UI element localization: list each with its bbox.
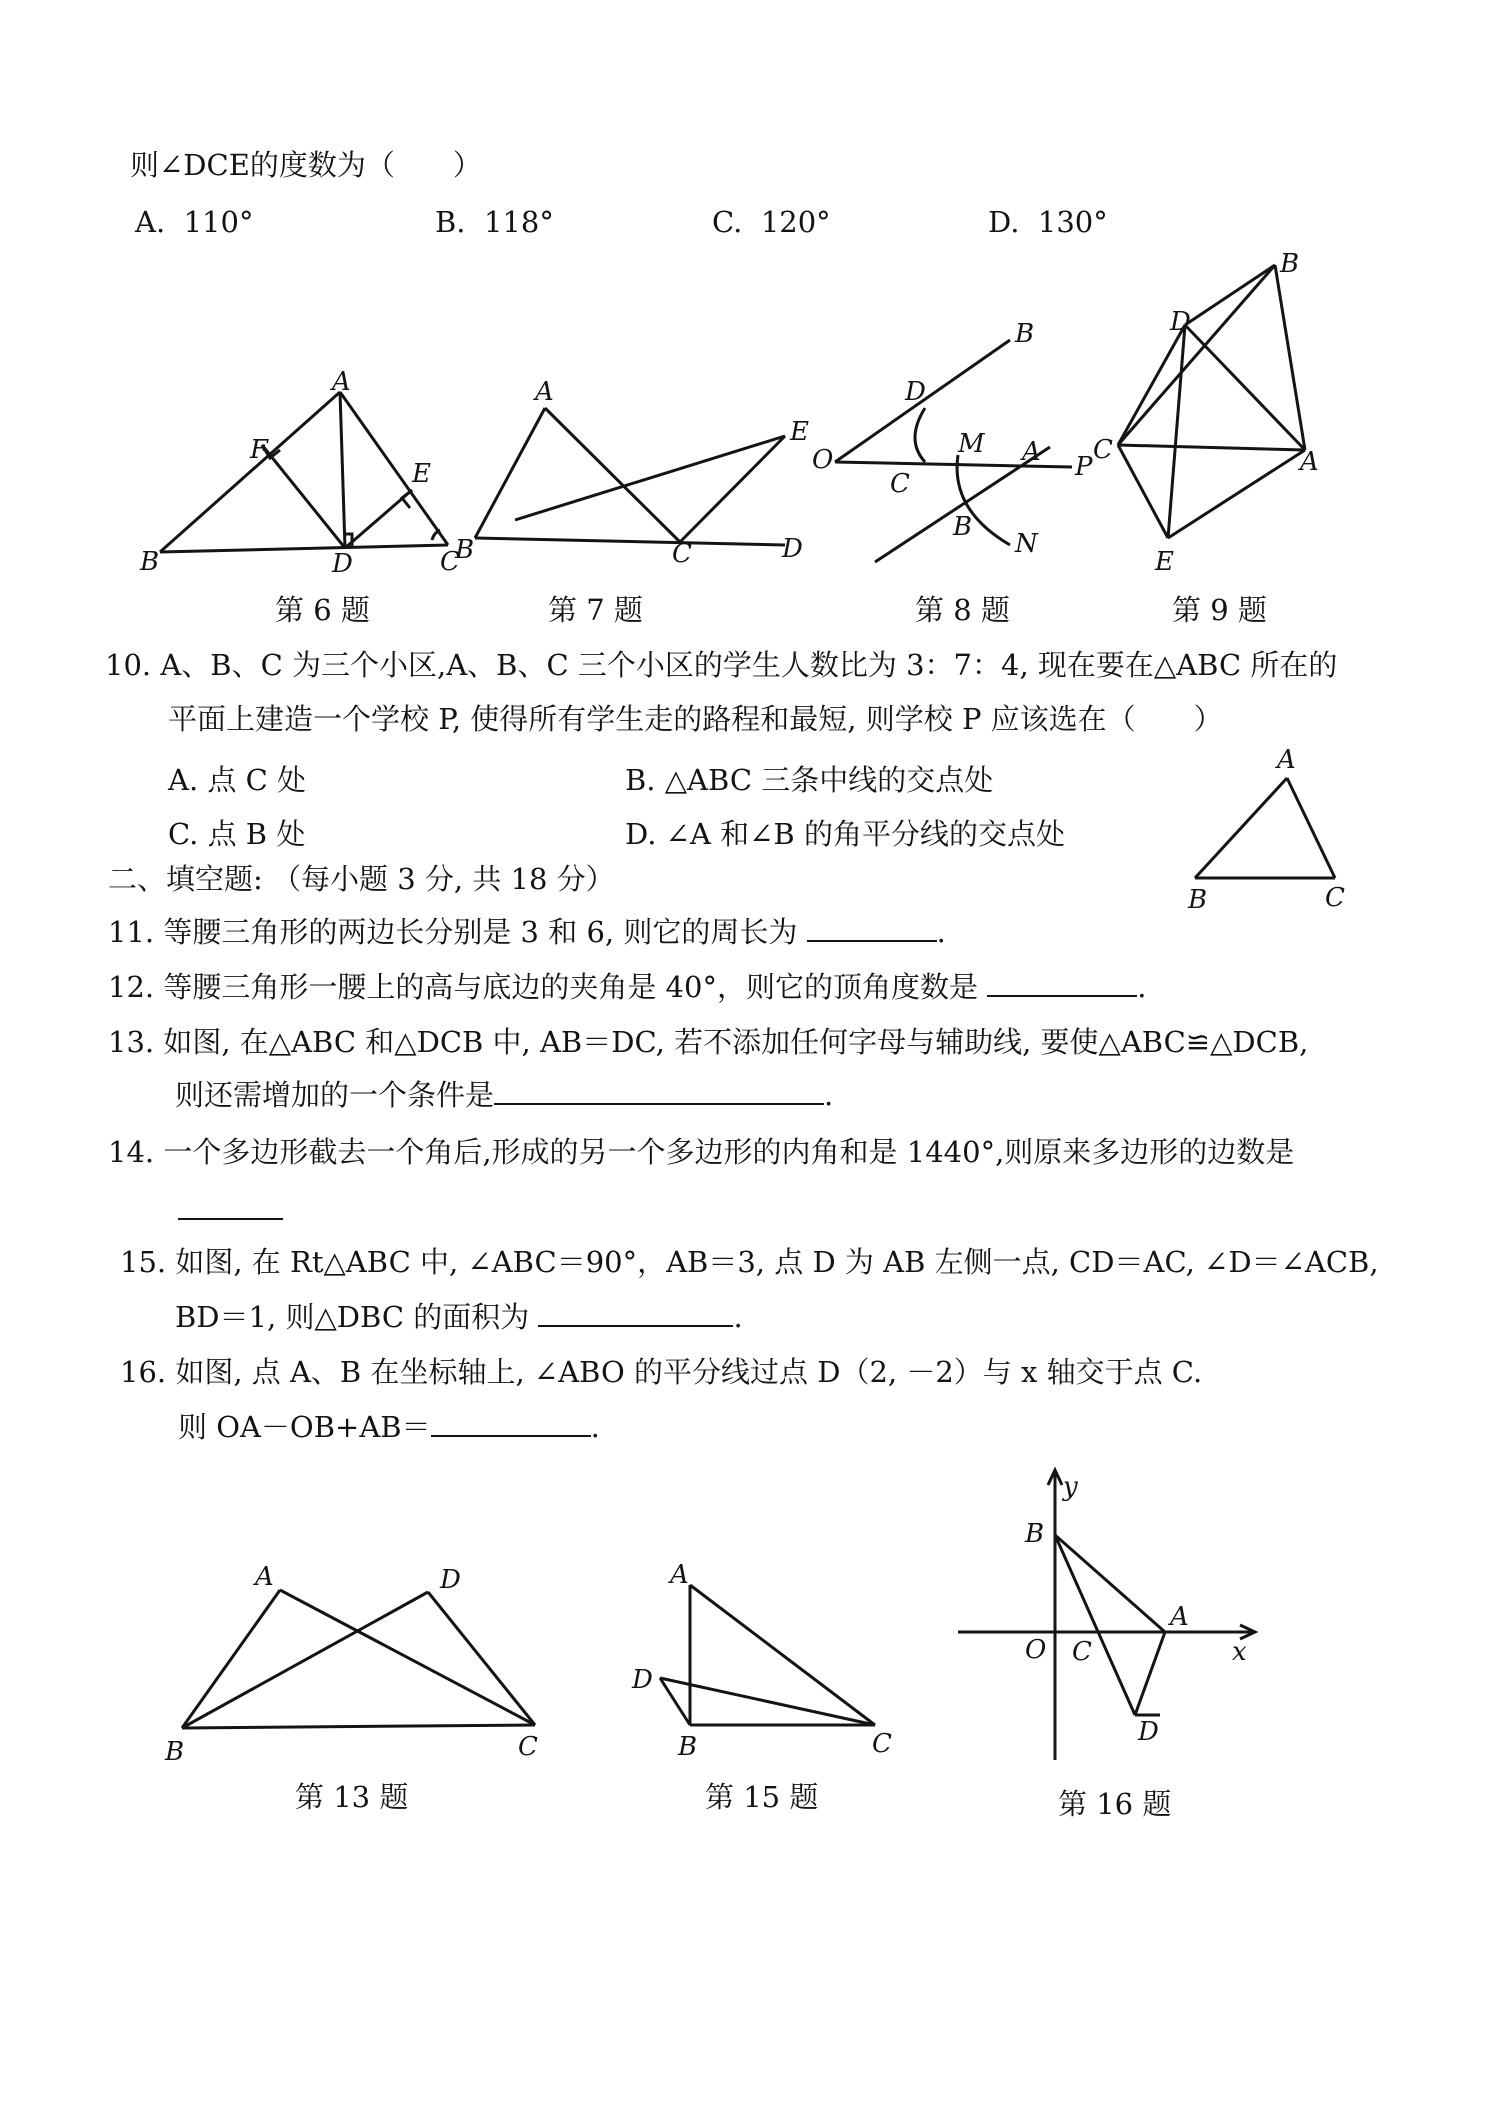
question-12-text: 12. 等腰三角形一腰上的高与底边的夹角是 40°，则它的顶角度数是 xyxy=(108,970,978,1004)
q9-option-d-label: D. xyxy=(988,205,1020,239)
fig15-label-d: D xyxy=(632,1665,653,1695)
figure-6-caption: 第 6 题 xyxy=(275,593,370,627)
fig9-label-e: E xyxy=(1155,547,1174,577)
figure-8-caption: 第 8 题 xyxy=(915,593,1010,627)
question-13-line2-text: 则还需增加的一个条件是 xyxy=(175,1078,495,1112)
question-13-line2 xyxy=(175,1078,833,1113)
q16-answer-blank[interactable] xyxy=(431,1434,591,1437)
figure-13-caption: 第 13 题 xyxy=(295,1780,409,1814)
q10-fig-label-b: B xyxy=(1188,885,1208,915)
fig8-label-d: D xyxy=(905,377,926,407)
fig7-label-d: D xyxy=(782,534,803,564)
figure-16-lines xyxy=(1055,1535,1165,1715)
q10-fig-label-a: A xyxy=(1277,745,1296,775)
fig16-label-y: y xyxy=(1063,1472,1078,1502)
q11-end: . xyxy=(936,915,946,949)
fig6-label-e: E xyxy=(412,459,431,489)
fig13-label-c: C xyxy=(518,1732,538,1762)
fig8-label-b: B xyxy=(953,512,973,542)
q10-option-c[interactable]: C. 点 B 处 xyxy=(168,817,306,851)
q10-option-b[interactable]: B. △ABC 三条中线的交点处 xyxy=(625,763,994,797)
question-12 xyxy=(108,970,1146,1005)
section-2-title: 二、填空题: （每小题 3 分, 共 18 分） xyxy=(108,862,615,896)
fig16-label-x: x xyxy=(1232,1637,1247,1667)
figure-7-caption: 第 7 题 xyxy=(548,593,643,627)
figure-7-lines xyxy=(475,408,785,545)
fig8-label-c: C xyxy=(890,469,910,499)
fig13-label-a: A xyxy=(255,1562,274,1592)
q15-end: . xyxy=(733,1300,743,1334)
figure-6-lines xyxy=(160,392,448,552)
q14-answer-blank[interactable] xyxy=(178,1218,283,1220)
q10-figure-lines xyxy=(1195,778,1335,878)
question-15-line2 xyxy=(175,1300,743,1335)
fig8-label-n: N xyxy=(1015,529,1038,559)
question-9-stem: 则∠DCE的度数为（ ） xyxy=(130,148,482,182)
fig15-label-c: C xyxy=(872,1729,892,1759)
fig8-label-a: A xyxy=(1022,437,1041,467)
question-15-line1: 15. 如图, 在 Rt△ABC 中, ∠ABC＝90°，AB＝3, 点 D 为 AB 左侧一点, CD＝AC, ∠D＝∠ACB, xyxy=(120,1245,1379,1279)
q16-end: . xyxy=(590,1410,600,1444)
question-10-line1: 10. A、B、C 为三个小区,A、B、C 三个小区的学生人数比为 3：7：4, 现在要在△ABC 所在的 xyxy=(105,648,1338,682)
q15-answer-blank[interactable] xyxy=(538,1324,733,1327)
figure-16-caption: 第 16 题 xyxy=(1058,1787,1172,1821)
fig16-label-d: D xyxy=(1138,1717,1159,1747)
fig6-label-c: C xyxy=(440,547,460,577)
q9-option-c-label: C. xyxy=(712,205,743,239)
q9-option-b-value: 118° xyxy=(483,205,554,239)
fig7-label-e: E xyxy=(790,417,809,447)
q13-answer-blank[interactable] xyxy=(494,1102,824,1105)
fig6-label-b: B xyxy=(140,547,160,577)
question-15-line2-text: BD＝1, 则△DBC 的面积为 xyxy=(175,1300,530,1334)
question-16-line1: 16. 如图, 点 A、B 在坐标轴上, ∠ABO 的平分线过点 D（2, －2）与 x 轴交于点 C. xyxy=(120,1355,1203,1389)
question-10-line2: 平面上建造一个学校 P, 使得所有学生走的路程和最短, 则学校 P 应该选在（ ） xyxy=(168,702,1223,736)
fig7-label-c: C xyxy=(672,539,692,569)
question-16-line2 xyxy=(178,1410,600,1445)
fig9-label-b: B xyxy=(1280,249,1300,279)
fig7-label-a: A xyxy=(535,377,554,407)
q10-option-d[interactable]: D. ∠A 和∠B 的角平分线的交点处 xyxy=(625,817,1065,851)
figure-16-axes xyxy=(958,1470,1255,1760)
fig8-label-m: M xyxy=(958,429,985,459)
fig8-label-o: O xyxy=(812,445,834,475)
fig7-label-b: B xyxy=(455,535,475,565)
question-11-text: 11. 等腰三角形的两边长分别是 3 和 6, 则它的周长为 xyxy=(108,915,798,949)
q10-option-a[interactable]: A. 点 C 处 xyxy=(168,763,307,797)
figure-9-caption: 第 9 题 xyxy=(1172,593,1267,627)
question-16-line2-text: 则 OA－OB+AB＝ xyxy=(178,1410,431,1444)
figure-9-lines xyxy=(1118,265,1305,538)
fig16-label-b: B xyxy=(1025,1519,1045,1549)
q9-option-b-label: B. xyxy=(435,205,466,239)
figure-13-lines xyxy=(182,1590,535,1728)
q12-answer-blank[interactable] xyxy=(987,994,1137,997)
question-14: 14. 一个多边形截去一个角后,形成的另一个多边形的内角和是 1440°,则原来多边形的边数是 xyxy=(108,1135,1295,1169)
q13-end: . xyxy=(824,1078,834,1112)
q10-fig-label-c: C xyxy=(1325,883,1345,913)
fig8-label-b-top: B xyxy=(1015,319,1035,349)
q9-option-c-value: 120° xyxy=(760,205,831,239)
fig9-label-c: C xyxy=(1093,435,1113,465)
fig15-label-a: A xyxy=(670,1560,689,1590)
figure-15-caption: 第 15 题 xyxy=(705,1780,819,1814)
question-11 xyxy=(108,915,946,950)
fig6-label-f: F xyxy=(250,435,269,465)
fig8-label-p: P xyxy=(1075,452,1093,482)
fig16-label-o: O xyxy=(1025,1635,1047,1665)
fig6-label-d: D xyxy=(332,549,353,579)
q9-option-a-value: 110° xyxy=(183,205,254,239)
question-13-line1: 13. 如图, 在△ABC 和△DCB 中, AB＝DC, 若不添加任何字母与辅助线, 要使△ABC≌△DCB, xyxy=(108,1025,1309,1059)
fig9-label-a: A xyxy=(1300,447,1319,477)
fig16-label-c: C xyxy=(1072,1637,1092,1667)
fig16-label-a: A xyxy=(1170,1602,1189,1632)
q12-end: . xyxy=(1137,970,1147,1004)
q9-option-d-value: 130° xyxy=(1037,205,1108,239)
fig15-label-b: B xyxy=(678,1732,698,1762)
figure-15-lines xyxy=(660,1585,875,1725)
fig9-label-d: D xyxy=(1170,307,1191,337)
q9-option-a-label: A. xyxy=(135,205,166,239)
fig13-label-d: D xyxy=(440,1565,461,1595)
q11-answer-blank[interactable] xyxy=(807,939,937,942)
fig6-label-a: A xyxy=(332,367,351,397)
fig13-label-b: B xyxy=(165,1737,185,1767)
